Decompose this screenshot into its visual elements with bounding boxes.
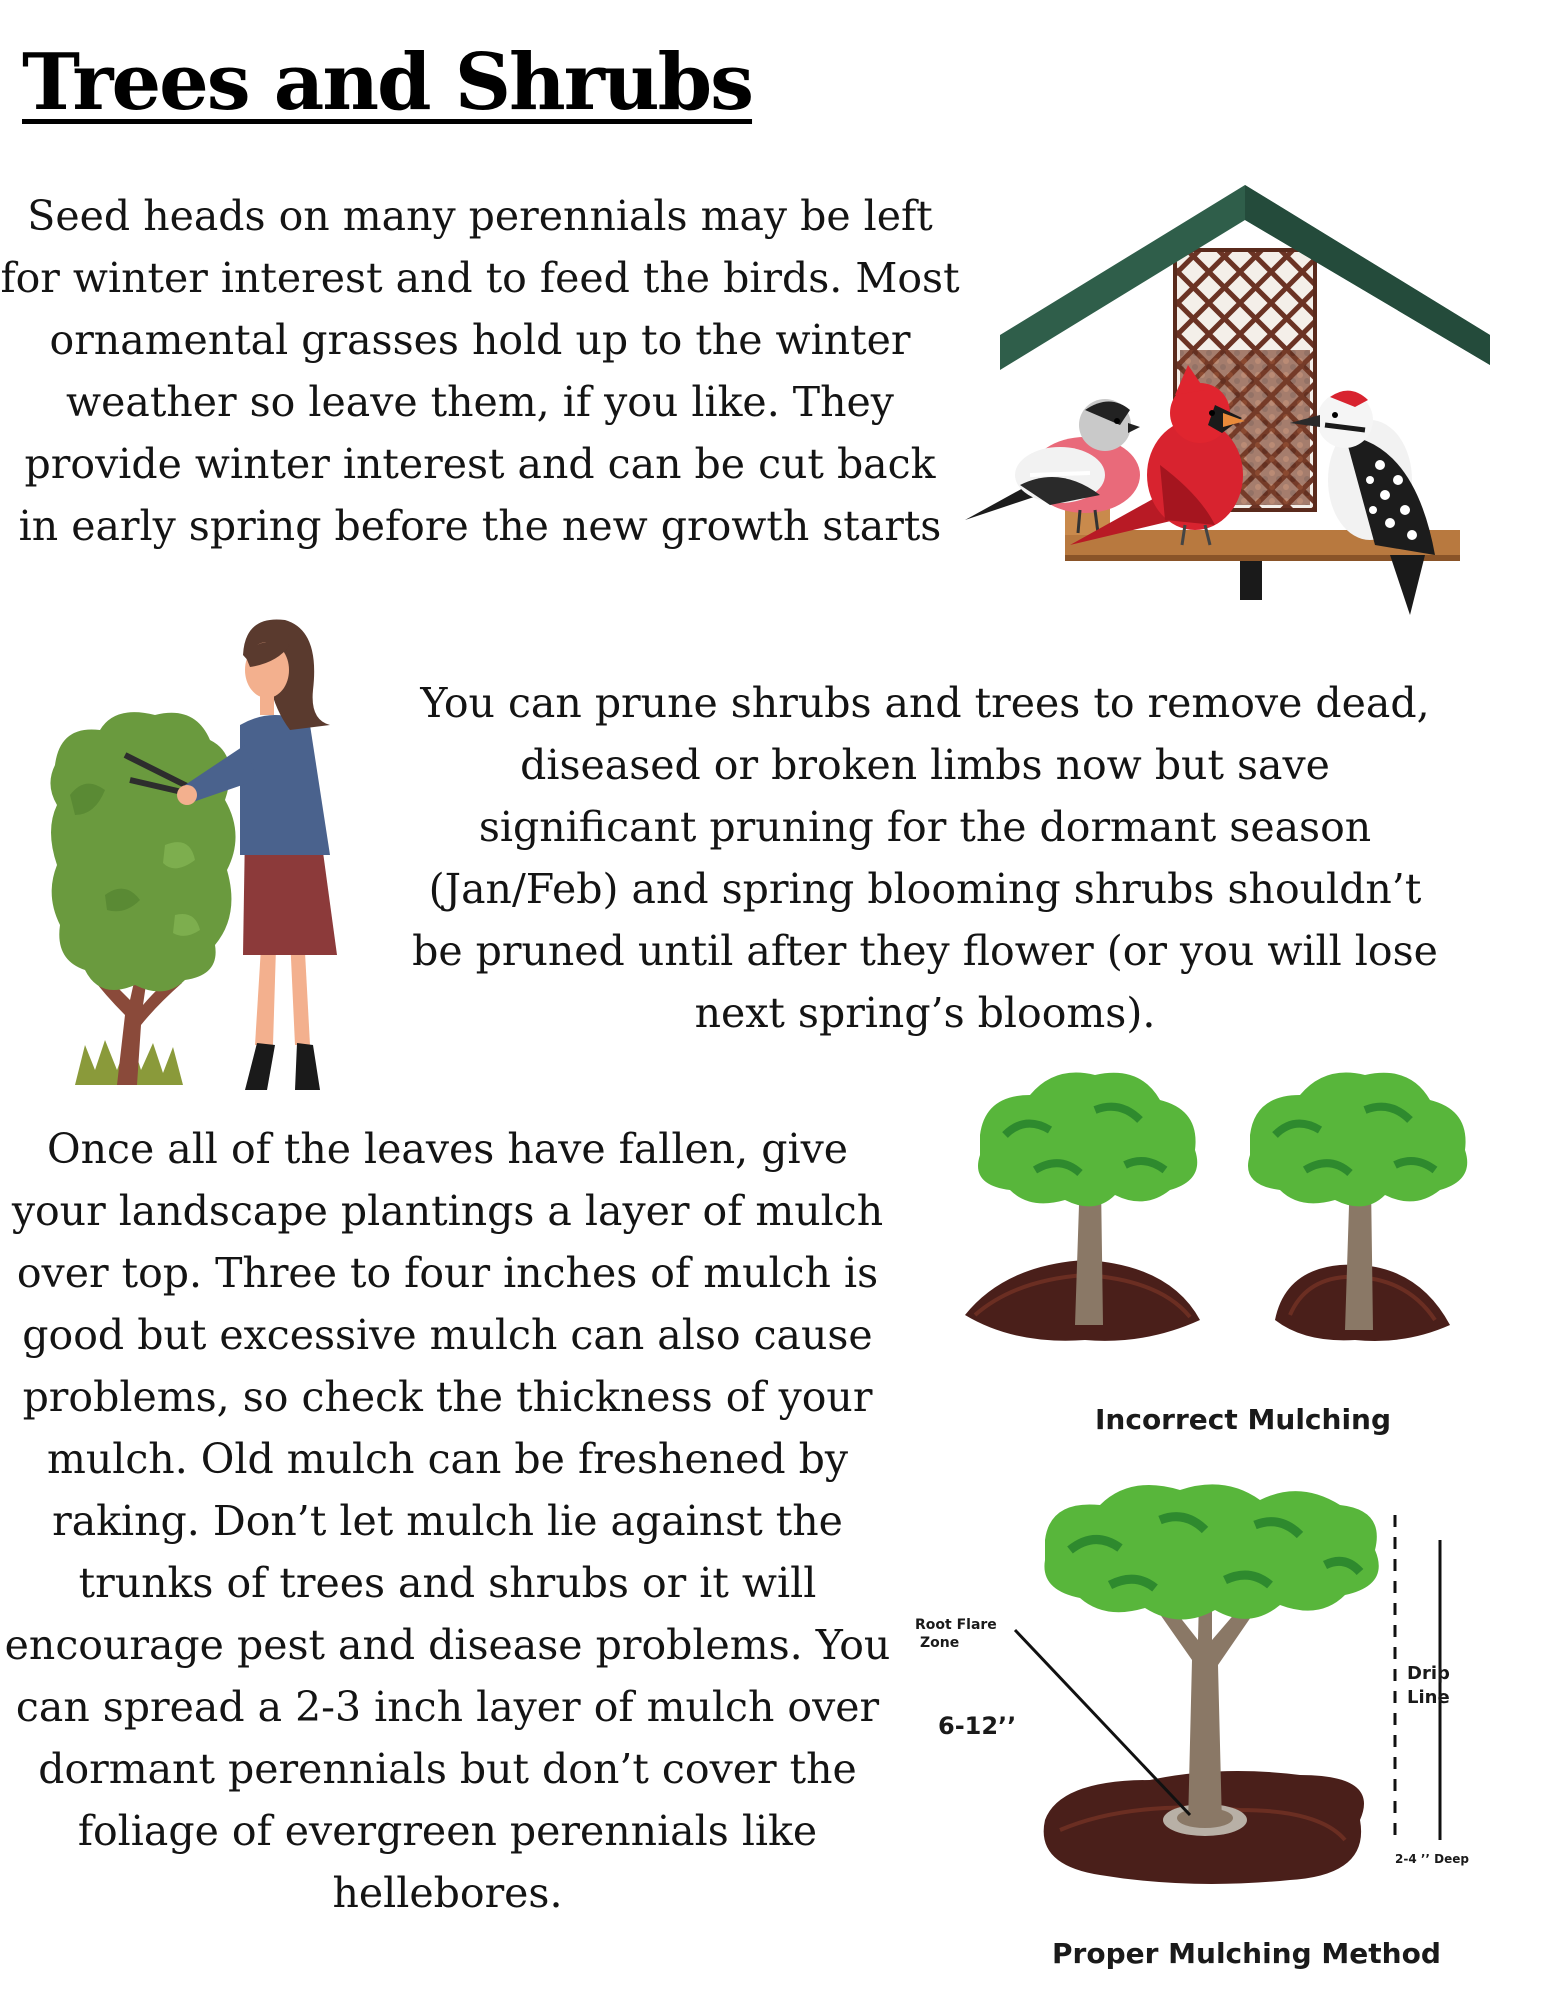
depth-label: 2-4 ’’ Deep bbox=[1395, 1852, 1469, 1866]
bird-feeder-illustration bbox=[960, 175, 1500, 615]
paragraph-bird-seed: Seed heads on many perennials may be left for winter interest and to feed the birds. Most ornamental grasses hold up to the winter weather so leave them, if you like. They provide winter interest and can be cut back in early spring before the new growth starts bbox=[0, 192, 960, 550]
drip-line-label-2: Line bbox=[1407, 1687, 1450, 1708]
page-title: Trees and Shrubs bbox=[22, 37, 753, 128]
incorrect-mulching-diagram bbox=[945, 1055, 1505, 1395]
incorrect-mulching-caption: Incorrect Mulching bbox=[1095, 1403, 1392, 1436]
proper-mulching-diagram bbox=[1040, 1480, 1520, 1940]
proper-mulching-caption: Proper Mulching Method bbox=[1052, 1937, 1441, 1970]
root-flare-label: Root Flare bbox=[915, 1617, 997, 1633]
drip-line-label: Drip bbox=[1407, 1663, 1450, 1684]
root-flare-zone-label: Zone bbox=[920, 1635, 960, 1651]
paragraph-mulch: Once all of the leaves have fallen, give your landscape plantings a layer of mulch over top. Three to four inches of mulch is good but excessive mulch can also cause problems, so check the thickness of your mulch. Old mulch can be freshened by raking. Don’t let mulch lie against the trunks of trees and shrubs or it will encourage pest and disease problems. You can spread a 2-3 inch layer of mulch over dormant perennials but don’t cover the foliage of evergreen perennials like hellebores. bbox=[4, 1125, 891, 1917]
tree-icon bbox=[1248, 1073, 1467, 1342]
distance-label: 6-12’’ bbox=[938, 1712, 1017, 1740]
finch-icon bbox=[965, 399, 1140, 533]
woman-pruning-shrub-illustration bbox=[45, 615, 355, 1090]
paragraph-pruning: You can prune shrubs and trees to remove dead, diseased or broken limbs now but save significant pruning for the dormant season (Jan/Feb) and spring blooming shrubs shouldn’t be pruned until after they flower (or you will lose next spring’s blooms). bbox=[412, 679, 1438, 1037]
tree-icon bbox=[965, 1073, 1200, 1341]
